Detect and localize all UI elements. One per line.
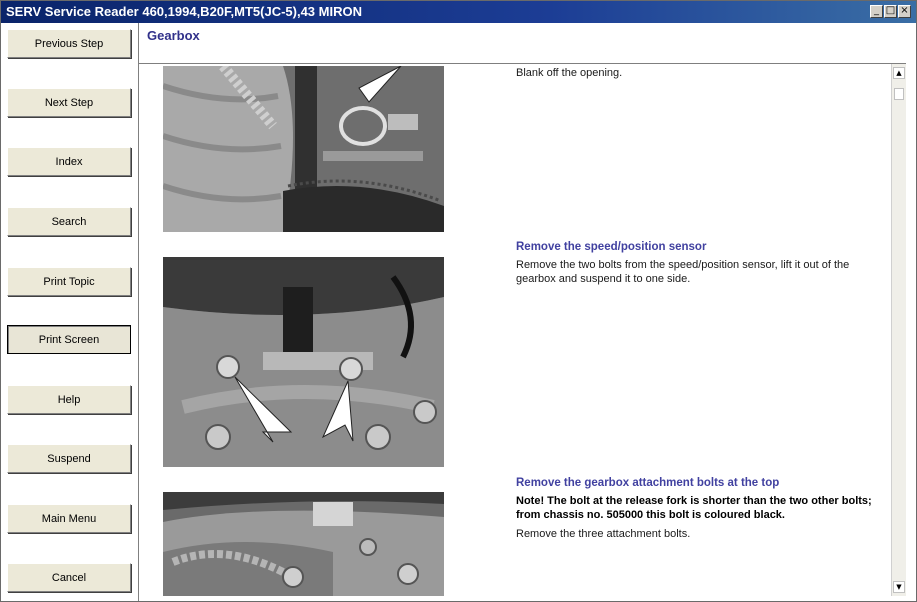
speed-sensor-illustration bbox=[163, 257, 444, 467]
close-button[interactable]: × bbox=[898, 5, 911, 18]
minimize-button[interactable]: _ bbox=[870, 5, 883, 18]
step-instruction: Blank off the opening. bbox=[516, 67, 623, 79]
content-pane bbox=[139, 64, 891, 596]
main-menu-button[interactable]: Main Menu bbox=[7, 504, 131, 533]
maximize-button[interactable]: □ bbox=[885, 5, 896, 16]
step-instruction: Remove the two bolts from the speed/position sensor, lift it out of the gearbox and suspend it to one side. bbox=[516, 259, 850, 285]
window-right-border bbox=[906, 23, 916, 601]
previous-step-button[interactable]: Previous Step bbox=[7, 29, 131, 58]
title-bar[interactable] bbox=[1, 1, 916, 23]
step-instruction: Remove the three attachment bolts. bbox=[516, 528, 691, 540]
suspend-button[interactable]: Suspend bbox=[7, 444, 131, 473]
content-header bbox=[139, 23, 916, 64]
step-heading: Remove the speed/position sensor bbox=[516, 241, 707, 253]
print-topic-button[interactable]: Print Topic bbox=[7, 267, 131, 296]
scroll-up-arrow-icon[interactable]: ▲ bbox=[893, 67, 905, 79]
step-photo-blank-opening bbox=[163, 66, 444, 232]
next-step-button[interactable]: Next Step bbox=[7, 88, 131, 117]
step-text-speed-sensor bbox=[516, 240, 881, 286]
step-note: Note! The bolt at the release fork is shorter than the two other bolts; from chassis no. 505000 this bolt is coloured black. bbox=[516, 495, 872, 521]
step-photo-attachment-bolts bbox=[163, 492, 444, 596]
vertical-scrollbar[interactable] bbox=[891, 64, 907, 596]
hose-clamp-illustration bbox=[163, 66, 444, 232]
step-text-blank-opening bbox=[516, 66, 881, 80]
scroll-down-arrow-icon[interactable]: ▼ bbox=[893, 581, 905, 593]
print-screen-button[interactable]: Print Screen bbox=[7, 325, 131, 354]
step-heading: Remove the gearbox attachment bolts at the top bbox=[516, 477, 780, 489]
window-title: SERV Service Reader 460,1994,B20F,MT5(JC-5),43 MIRON bbox=[6, 4, 362, 19]
step-photo-speed-sensor bbox=[163, 257, 444, 467]
navigation-sidebar bbox=[1, 23, 139, 601]
cancel-button[interactable]: Cancel bbox=[7, 563, 131, 592]
index-button[interactable]: Index bbox=[7, 147, 131, 176]
attachment-bolts-illustration bbox=[163, 492, 444, 596]
page-title: Gearbox bbox=[147, 28, 200, 43]
step-text-attachment-bolts bbox=[516, 476, 881, 541]
help-button[interactable]: Help bbox=[7, 385, 131, 414]
search-button[interactable]: Search bbox=[7, 207, 131, 236]
scrollbar-thumb[interactable] bbox=[894, 88, 904, 100]
